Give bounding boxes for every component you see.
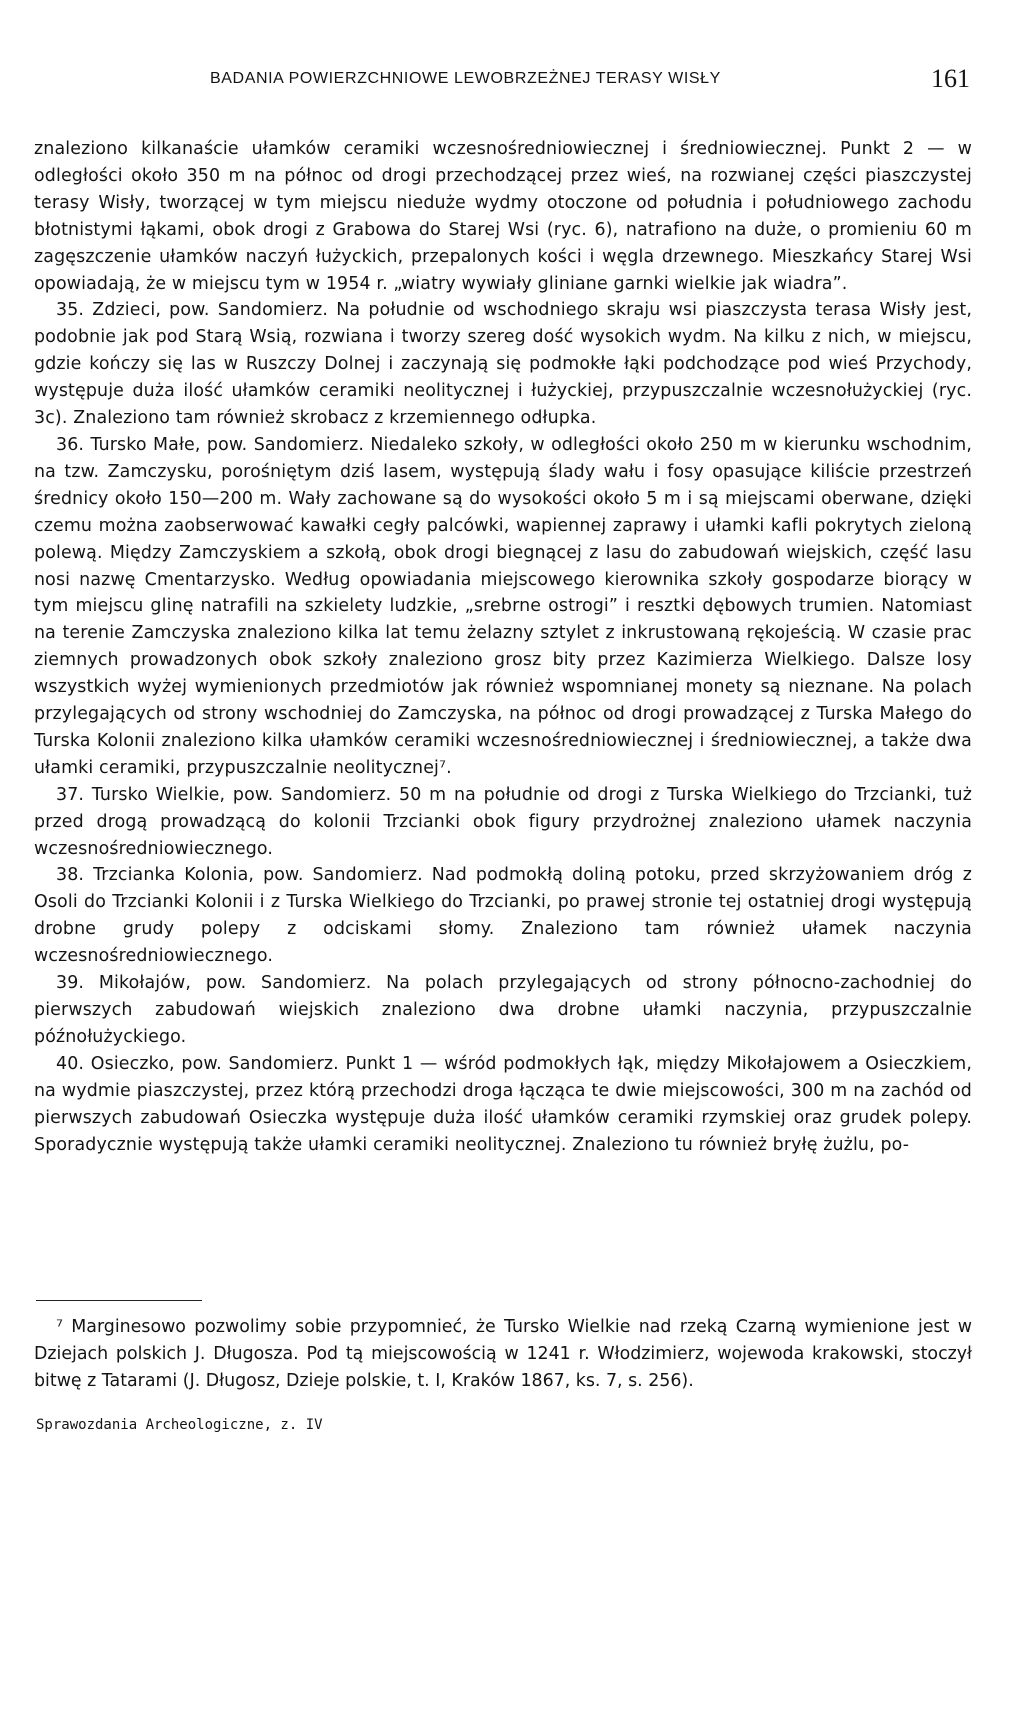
entry-40: 40. Osieczko, pow. Sandomierz. Punkt 1 — wśród podmokłych łąk, między Mikołajowem a Osieczkiem, na wydmie piaszczystej, przez którą przechodzi droga łącząca te dwie miejscowości, 300 m na zachód od pierwszych zabudowań Osieczka występuje duża ilość ułamków ceramiki rzymskiej oraz grudek polepy. Sporadycznie występują także ułamki ceramiki neolitycznej. Znaleziono tu również bryłę żużlu, po-	[34, 1053, 972, 1155]
entry-36: 36. Tursko Małe, pow. Sandomierz. Niedaleko szkoły, w odległości około 250 m w kierunku wschodnim, na tzw. Zamczysku, porośniętym dziś lasem, występują ślady wału i fosy opasujące kiliście przestrzeń średnicy około 150—200 m. Wały zachowane są do wysokości około 5 m i są miejscami oberwane, dzięki czemu można zaobserwować kawałki cegły palcówki, wapiennej zaprawy i ułamki kafli pokrytych zieloną polewą. Między Zamczyskiem a szkołą, obok drogi biegnącej z lasu do zabudowań wiejskich, część lasu nosi nazwę Cmentarzysko. Według opowiadania miejscowego kierownika szkoły gospodarze biorący w tym miejscu glinę natrafili na szkielety ludzkie, „srebrne ostrogi” i resztki dębowych trumien. Natomiast na terenie Zamczyska znaleziono kilka lat temu żelazny sztylet z inkrustowaną rękojeścią. W czasie prac ziemnych prowadzonych obok szkoły znaleziono grosz bity przez Kazimierza Wielkiego. Dalsze losy wszystkich wyżej wymienionych przedmiotów jak również wspomnianej monety są nieznane. Na polach przylegających od strony wschodniej do Zamczyska, na północ od drogi prowadzącej z Turska Małego do Turska Kolonii znaleziono kilka ułamków ceramiki wczesnośredniowiecznej i średniowiecznej, a także dwa ułamki ceramiki, przypuszczalnie neolitycznej⁷.	[34, 434, 972, 778]
page-number: 161	[931, 64, 970, 93]
footnote-7: ⁷ Marginesowo pozwolimy sobie przypomnieć, że Tursko Wielkie nad rzeką Czarną wymienione jest w Dziejach polskich J. Długosza. Pod tą miejscowością w 1241 r. Włodzimierz, wojewoda krakowski, stoczył bitwę z Tatarami (J. Długosz, Dzieje polskie, t. I, Kraków 1867, ks. 7, s. 256).	[34, 1317, 972, 1391]
running-title: BADANIA POWIERZCHNIOWE LEWOBRZEŻNEJ TERASY WISŁY	[210, 70, 721, 87]
entry-37: 37. Tursko Wielkie, pow. Sandomierz. 50 m na południe od drogi z Turska Wielkiego do Trzcianki, tuż przed drogą prowadzącą do kolonii Trzcianki obok figury przydrożnej znaleziono ułamek naczynia wczesnośredniowiecznego.	[34, 784, 972, 859]
page-header	[210, 64, 970, 98]
entry-38: 38. Trzcianka Kolonia, pow. Sandomierz. Nad podmokłą doliną potoku, przed skrzyżowaniem dróg z Osoli do Trzcianki Kolonii i z Turska Wielkiego do Trzcianki, po prawej stronie tej ostatniej drogi występują drobne grudy polepy z odciskami słomy. Znaleziono tam również ułamek naczynia wczesnośredniowiecznego.	[34, 865, 972, 967]
body-text	[34, 136, 972, 1158]
entry-35: 35. Zdzieci, pow. Sandomierz. Na południe od wschodniego skraju wsi piaszczysta terasa Wisły jest, podobnie jak pod Starą Wsią, rozwiana i tworzy szereg dość wysokich wydm. Na kilku z nich, w miejscu, gdzie kończy się las w Ruszczy Dolnej i zaczynają się podmokłe łąki podchodzące pod wieś Przychody, występuje duża ilość ułamków ceramiki neolitycznej i łużyckiej, przypuszczalnie wczesnołużyckiej (ryc. 3c). Znaleziono tam również skrobacz z krzemiennego odłupka.	[34, 300, 972, 429]
paragraph-continuation: znaleziono kilkanaście ułamków ceramiki wczesnośredniowiecznej i średniowiecznej. Punkt 2 — w odległości około 350 m na północ od drogi przechodzącej przez wieś, na rozwianej części piaszczystej terasy Wisły, tworzącej w tym miejscu nieduże wydmy otoczone od południa i południowego zachodu błotnistymi łąkami, obok drogi z Grabowa do Starej Wsi (ryc. 6), natrafiono na duże, o promieniu 60 m zagęszczenie ułamków naczyń łużyckich, przepalonych kości i węgla drzewnego. Mieszkańcy Starej Wsi opowiadają, że w miejscu tym w 1954 r. „wiatry wywiały gliniane garnki wielkie jak wiadra”.	[34, 139, 972, 294]
page-footer: Sprawozdania Archeologiczne, z. IV	[36, 1417, 323, 1433]
entry-39: 39. Mikołajów, pow. Sandomierz. Na polach przylegających od strony północno-zachodniej do pierwszych zabudowań wiejskich znaleziono dwa drobne ułamki naczynia, przypuszczalnie późnołużyckiego.	[34, 973, 972, 1047]
footnote-separator	[36, 1300, 202, 1301]
footnotes	[34, 1314, 972, 1395]
